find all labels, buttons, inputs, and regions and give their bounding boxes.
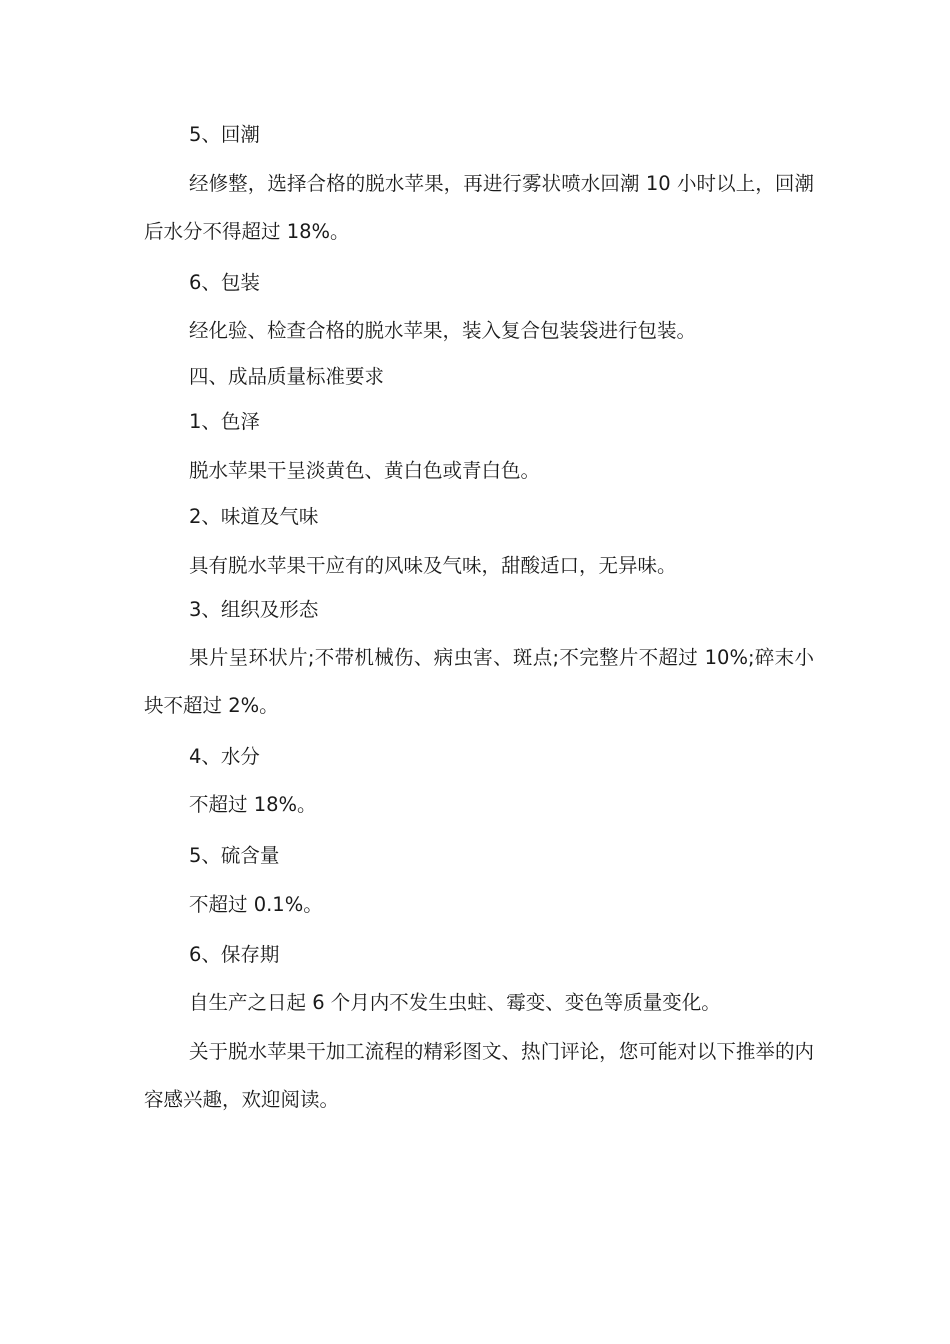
paragraph-recommendation: 关于脱水苹果干加工流程的精彩图文、热门评论，您可能对以下推举的内容感兴趣，欢迎阅读。	[144, 1040, 814, 1111]
section-heading-color: 1、色泽	[189, 410, 260, 433]
paragraph-color: 脱水苹果干呈淡黄色、黄白色或青白色。	[189, 459, 541, 482]
paragraph-shelf-life: 自生产之日起 6 个月内不发生虫蛀、霉变、变色等质量变化。	[189, 991, 721, 1014]
paragraph-texture: 果片呈环状片;不带机械伤、病虫害、斑点;不完整片不超过 10%;碎末小块不超过 2%。	[144, 646, 814, 717]
paragraph-packaging: 经化验、检查合格的脱水苹果，装入复合包装袋进行包装。	[189, 319, 697, 342]
section-heading-moisture: 4、水分	[189, 745, 260, 768]
section-heading-taste: 2、味道及气味	[189, 505, 319, 528]
chapter-heading-quality-standards: 四、成品质量标准要求	[189, 365, 385, 388]
section-heading-shelf-life: 6、保存期	[189, 943, 280, 966]
paragraph-moisture: 不超过 18%。	[189, 793, 317, 816]
paragraph-sulfur: 不超过 0.1%。	[189, 893, 323, 916]
section-heading-sulfur: 5、硫含量	[189, 844, 280, 867]
paragraph-rehydration: 经修整，选择合格的脱水苹果，再进行雾状喷水回潮 10 小时以上，回潮后水分不得超过 18%。	[144, 172, 814, 243]
section-heading-rehydration: 5、回潮	[189, 123, 260, 146]
section-heading-texture: 3、组织及形态	[189, 598, 319, 621]
section-heading-packaging: 6、包装	[189, 271, 260, 294]
paragraph-taste: 具有脱水苹果干应有的风味及气味，甜酸适口，无异味。	[189, 554, 677, 577]
